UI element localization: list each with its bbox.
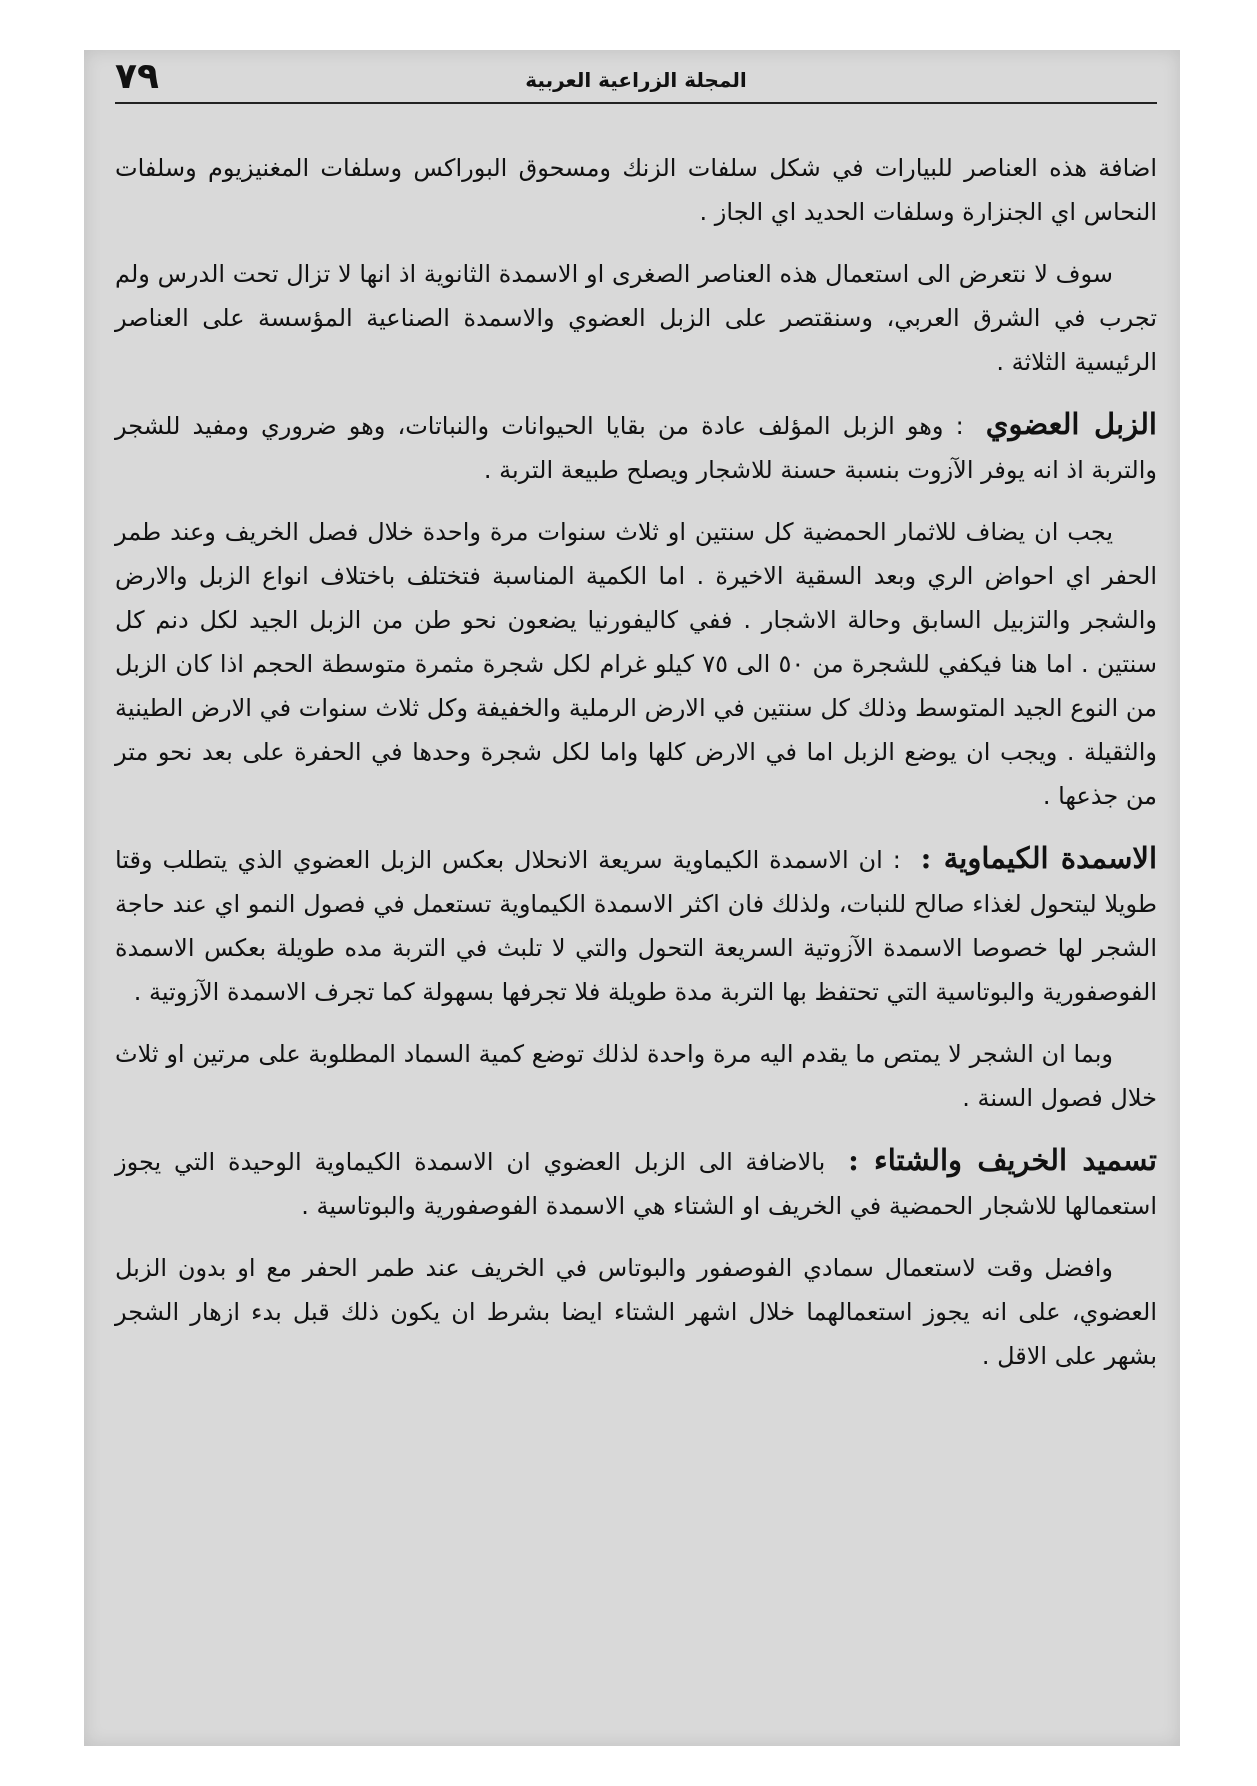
section-heading-organic-manure: الزبل العضوي (985, 407, 1157, 441)
paragraph-text: اضافة هذه العناصر للبيارات في شكل سلفات الزنك ومسحوق البوراكس وسلفات المغنيزيوم وسلفات النحاس اي الجنزارة وسلفات الحديد اي الجاز . (115, 154, 1157, 226)
paragraph-scope (115, 252, 1157, 384)
paragraph-text: سوف لا نتعرض الى استعمال هذه العناصر الصغرى او الاسمدة الثانوية اذ انها لا تزال تحت الدرس ولم تجرب في الشرق العربي، وسنقتصر على الزبل العضوي والاسمدة الصناعية المؤسسة على العناصر الرئيسية الثلاثة . (115, 260, 1157, 376)
paragraph-text: بالاضافة الى الزبل العضوي ان الاسمدة الكيماوية الوحيدة التي يجوز استعمالها للاشجار الحمضية في الخريف او الشتاء هي الاسمدة الفوصفورية والبوتاسية . (115, 1148, 1157, 1220)
paragraph-chemical-fertilizers (115, 836, 1157, 1014)
paragraph-text: يجب ان يضاف للاثمار الحمضية كل سنتين او ثلاث سنوات مرة واحدة خلال فصل الخريف وعند طمر الحفر اي احواض الري وبعد السقية الاخيرة . اما الكمية المناسبة فتختلف باختلاف انواع الزبل والارض والشجر والتزبيل السابق وحالة الاشجار . ففي كاليفورنيا يضعون نحو طن من الزبل الجيد لكل دنم كل سنتين . اما هنا فيكفي للشجرة من ٥٠ الى ٧٥ كيلو غرام لكل شجرة مثمرة متوسطة الحجم اذا كان الزبل من النوع الجيد المتوسط وذلك كل سنتين في الارض الرملية والخفيفة وكل ثلاث سنوات في الارض الطينية والثقيلة . ويجب ان يوضع الزبل اما في الارض كلها واما لكل شجرة وحدها في الحفرة على بعد نحو متر من جذعها . (115, 518, 1157, 810)
page-header (115, 58, 1157, 104)
paragraph-text: : ان الاسمدة الكيماوية سريعة الانحلال بعكس الزبل العضوي الذي يتطلب وقتا طويلا ليتحول لغذاء صالح للنبات، ولذلك فان اكثر الاسمدة الكيماوية تستعمل في فصول النمو اي عند حاجة الشجر لها خصوصا الاسمدة الآزوتية السريعة التحول والتي لا تلبث في التربة مده طويلة بعكس الاسمدة الفوصفورية والبوتاسية التي تحتفظ بها التربة مدة طويلة فلا تجرفها بسهولة كما تجرف الاسمدة الآزوتية . (115, 846, 1157, 1006)
paragraph-organic-manure (115, 402, 1157, 492)
paragraph-split-application (115, 1032, 1157, 1120)
page-number: ٧٩ (115, 56, 159, 97)
article-body (115, 146, 1157, 1378)
journal-title: المجلة الزراعية العربية (525, 68, 747, 92)
paragraph-application-rates (115, 510, 1157, 818)
paragraph-text: : وهو الزبل المؤلف عادة من بقايا الحيوانات والنباتات، وهو ضروري ومفيد للشجر والتربة اذ انه يوفر الآزوت بنسبة حسنة للاشجار ويصلح طبيعة التربة . (115, 412, 1157, 484)
paragraph-trace-elements (115, 146, 1157, 234)
document-page (115, 58, 1157, 1698)
paragraph-autumn-winter (115, 1138, 1157, 1228)
section-heading-chemical-fertilizers: الاسمدة الكيماوية : (920, 841, 1157, 875)
paragraph-best-timing (115, 1246, 1157, 1378)
paragraph-text: وبما ان الشجر لا يمتص ما يقدم اليه مرة واحدة لذلك توضع كمية السماد المطلوبة على مرتين او ثلاث خلال فصول السنة . (115, 1040, 1157, 1112)
section-heading-autumn-winter: تسميد الخريف والشتاء : (848, 1143, 1157, 1177)
paragraph-text: وافضل وقت لاستعمال سمادي الفوصفور والبوتاس في الخريف عند طمر الحفر مع او بدون الزبل العضوي، على انه يجوز استعمالهما خلال اشهر الشتاء ايضا بشرط ان يكون ذلك قبل بدء ازهار الشجر بشهر على الاقل . (115, 1254, 1157, 1370)
